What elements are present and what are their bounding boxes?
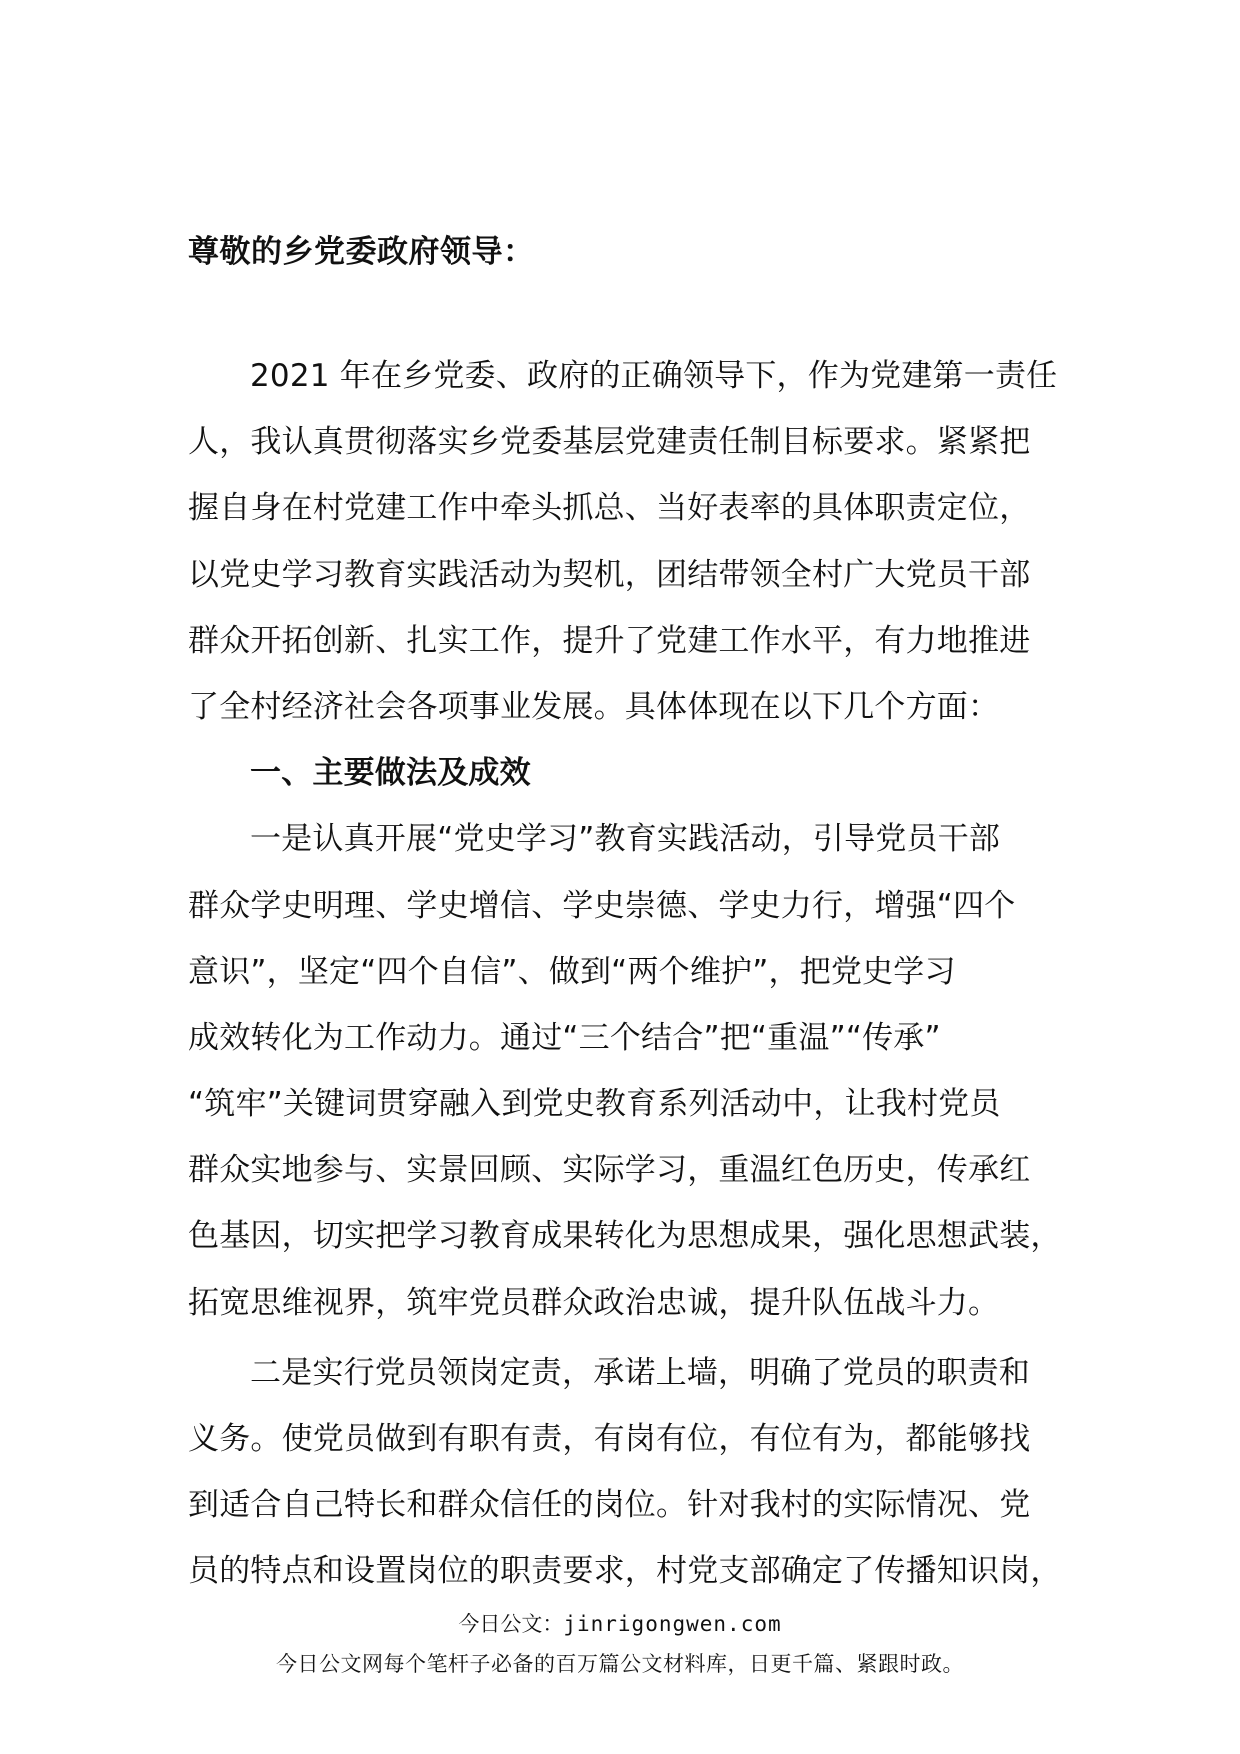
- paragraph-line: 人，我认真贯彻落实乡党委基层党建责任制目标要求。紧紧把: [188, 424, 1031, 461]
- paragraph-line: 成效转化为工作动力。通过“三个结合”把“重温”“传承”: [188, 1019, 941, 1056]
- paragraph-line: 员的特点和设置岗位的职责要求，村党支部确定了传播知识岗，: [188, 1553, 1062, 1590]
- paragraph-line: 了全村经济社会各项事业发展。具体体现在以下几个方面：: [188, 688, 1000, 725]
- salutation: 尊敬的乡党委政府领导：: [188, 234, 535, 270]
- paragraph-line: 二是实行党员领岗定责，承诺上墙，明确了党员的职责和: [250, 1354, 1030, 1391]
- paragraph-line: 拓宽思维视界，筑牢党员群众政治忠诚，提升队伍战斗力。: [188, 1284, 1000, 1321]
- paragraph-line: 义务。使党员做到有职有责，有岗有位，有位有为，都能够找: [188, 1421, 1031, 1457]
- paragraph-line: “筑牢”关键词贯穿融入到党史教育系列活动中，让我村党员: [188, 1086, 1001, 1123]
- footer-site-link[interactable]: jinrigongwen.com: [563, 1612, 782, 1636]
- footer-site-label: 今日公文：: [458, 1612, 564, 1636]
- document-body: [188, 343, 1062, 1605]
- paragraph-line: 一是认真开展“党史学习”教育实践活动，引导党员干部: [250, 821, 1001, 858]
- paragraph-line: 以党史学习教育实践活动为契机，团结带领全村广大党员干部: [188, 556, 1031, 593]
- paragraph-line: 群众开拓创新、扎实工作，提升了党建工作水平，有力地推进: [188, 622, 1031, 659]
- paragraph-line: 握自身在村党建工作中牵头抓总、当好表率的具体职责定位，: [188, 490, 1031, 527]
- paragraph-line: 到适合自己特长和群众信任的岗位。针对我村的实际情况、党: [188, 1487, 1031, 1524]
- footer-site: [0, 1608, 1240, 1638]
- section-heading: 一、主要做法及成效: [250, 755, 531, 792]
- paragraph-line: 意识”，坚定“四个自信”、做到“两个维护”，把党史学习: [188, 953, 956, 990]
- footer-slogan: 今日公文网每个笔杆子必备的百万篇公文材料库，日更千篇、紧跟时政。: [276, 1652, 964, 1676]
- paragraph-line: 2021 年在乡党委、政府的正确领导下，作为党建第一责任: [250, 358, 1058, 394]
- paragraph-line: 色基因，切实把学习教育成果转化为思想成果，强化思想武装，: [188, 1218, 1062, 1255]
- paragraph-line: 群众学史明理、学史增信、学史崇德、学史力行，增强“四个: [188, 887, 1016, 924]
- paragraph-line: 群众实地参与、实景回顾、实际学习，重温红色历史，传承红: [188, 1152, 1031, 1189]
